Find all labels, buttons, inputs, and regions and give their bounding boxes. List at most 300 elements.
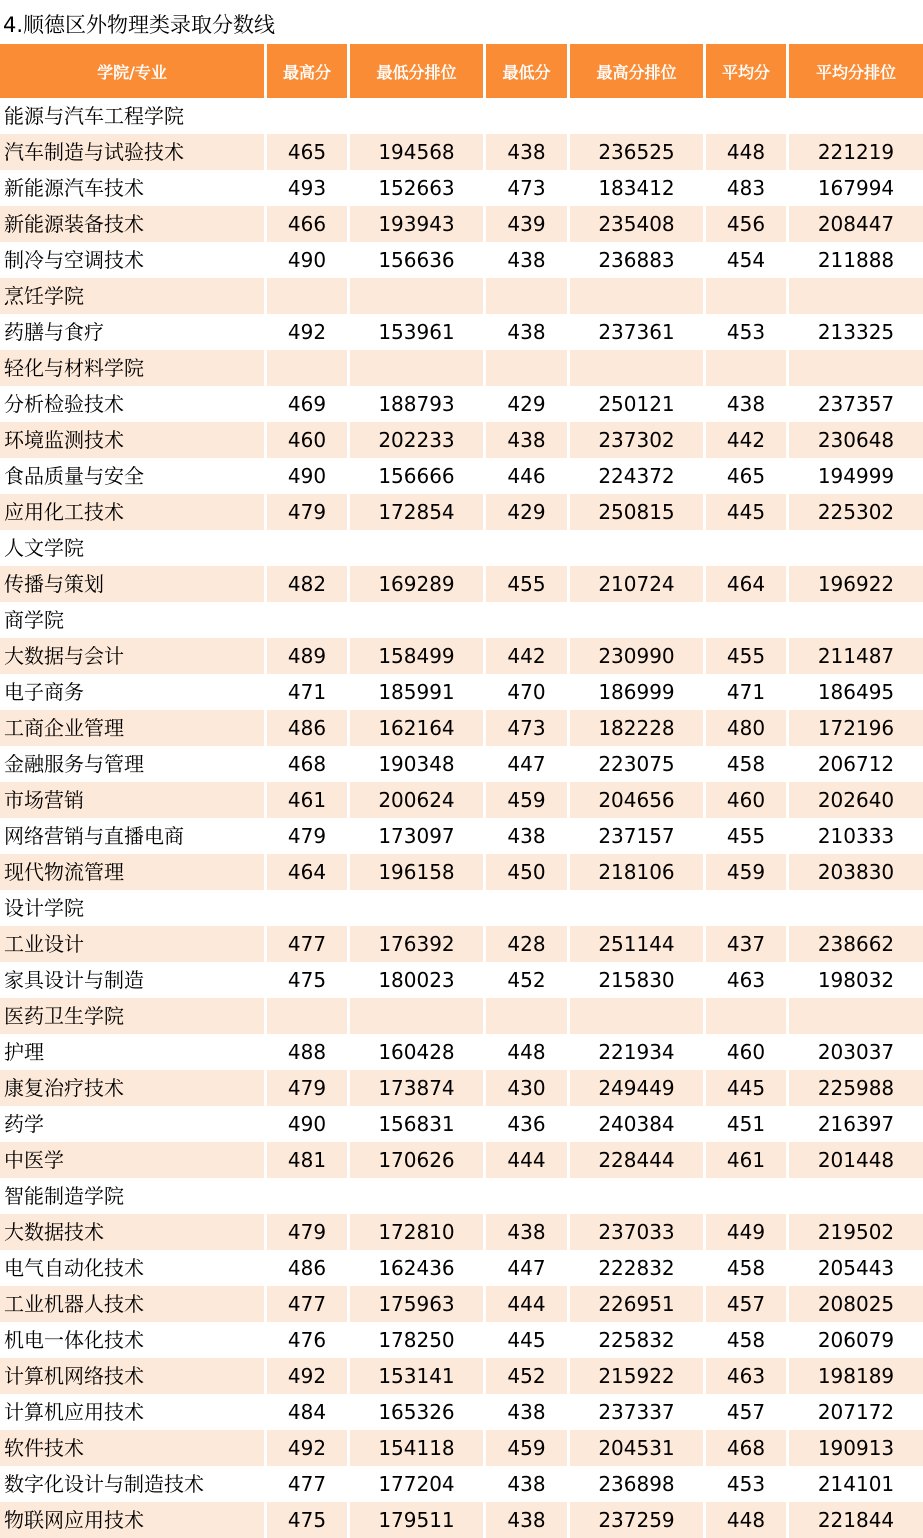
- avg-score-cell: [706, 530, 789, 566]
- avg-score-rank-cell: 190913: [789, 1430, 923, 1466]
- avg-score-rank-cell: 206712: [789, 746, 923, 782]
- min-score-cell: 438: [486, 134, 570, 170]
- table-row: [0, 1106, 923, 1142]
- admission-score-table: [0, 44, 923, 1538]
- table-row: [0, 386, 923, 422]
- avg-score-rank-cell: 208447: [789, 206, 923, 242]
- table-row: [0, 422, 923, 458]
- min-score-rank-cell: 180023: [350, 962, 486, 998]
- min-score-rank-cell: 173097: [350, 818, 486, 854]
- min-score-cell: 438: [486, 1394, 570, 1430]
- min-score-cell: 429: [486, 494, 570, 530]
- table-row: [0, 134, 923, 170]
- max-score-cell: 461: [267, 782, 350, 818]
- college-name: 能源与汽车工程学院: [0, 98, 267, 134]
- max-score-rank-cell: 226951: [570, 1286, 706, 1322]
- min-score-rank-cell: 193943: [350, 206, 486, 242]
- college-name: 人文学院: [0, 530, 267, 566]
- max-score-rank-cell: 237361: [570, 314, 706, 350]
- avg-score-cell: 449: [706, 1214, 789, 1250]
- college-row: [0, 1178, 923, 1214]
- major-name: 应用化工技术: [0, 494, 267, 530]
- table-row: [0, 566, 923, 602]
- avg-score-cell: 451: [706, 1106, 789, 1142]
- max-score-rank-cell: 204531: [570, 1430, 706, 1466]
- college-row: [0, 350, 923, 386]
- max-score-rank-cell: [570, 602, 706, 638]
- header-max-score: 最高分: [267, 44, 350, 98]
- min-score-rank-cell: 179511: [350, 1502, 486, 1538]
- min-score-rank-cell: 154118: [350, 1430, 486, 1466]
- table-row: [0, 962, 923, 998]
- max-score-rank-cell: 237157: [570, 818, 706, 854]
- min-score-cell: 438: [486, 1502, 570, 1538]
- avg-score-rank-cell: 237357: [789, 386, 923, 422]
- avg-score-cell: 438: [706, 386, 789, 422]
- min-score-rank-cell: 202233: [350, 422, 486, 458]
- max-score-cell: [267, 350, 350, 386]
- avg-score-cell: 460: [706, 782, 789, 818]
- college-name: 烹饪学院: [0, 278, 267, 314]
- table-row: [0, 854, 923, 890]
- max-score-cell: 477: [267, 1466, 350, 1502]
- avg-score-rank-cell: 225988: [789, 1070, 923, 1106]
- major-name: 汽车制造与试验技术: [0, 134, 267, 170]
- major-name: 新能源装备技术: [0, 206, 267, 242]
- avg-score-cell: [706, 998, 789, 1034]
- avg-score-rank-cell: [789, 998, 923, 1034]
- major-name: 计算机应用技术: [0, 1394, 267, 1430]
- header-avg-score: 平均分: [706, 44, 789, 98]
- min-score-rank-cell: 158499: [350, 638, 486, 674]
- avg-score-rank-cell: 201448: [789, 1142, 923, 1178]
- max-score-cell: 475: [267, 962, 350, 998]
- avg-score-rank-cell: 205443: [789, 1250, 923, 1286]
- avg-score-cell: [706, 1178, 789, 1214]
- max-score-rank-cell: 225832: [570, 1322, 706, 1358]
- min-score-cell: 448: [486, 1034, 570, 1070]
- max-score-rank-cell: 236898: [570, 1466, 706, 1502]
- min-score-rank-cell: [350, 1178, 486, 1214]
- min-score-rank-cell: 176392: [350, 926, 486, 962]
- table-row: [0, 1466, 923, 1502]
- max-score-rank-cell: 235408: [570, 206, 706, 242]
- college-row: [0, 278, 923, 314]
- table-row: [0, 170, 923, 206]
- max-score-cell: 471: [267, 674, 350, 710]
- table-row: [0, 1322, 923, 1358]
- avg-score-cell: 456: [706, 206, 789, 242]
- max-score-cell: 486: [267, 710, 350, 746]
- college-name: 轻化与材料学院: [0, 350, 267, 386]
- min-score-cell: 430: [486, 1070, 570, 1106]
- max-score-cell: 489: [267, 638, 350, 674]
- min-score-cell: [486, 602, 570, 638]
- avg-score-rank-cell: 213325: [789, 314, 923, 350]
- min-score-cell: 429: [486, 386, 570, 422]
- major-name: 传播与策划: [0, 566, 267, 602]
- avg-score-rank-cell: [789, 1178, 923, 1214]
- major-name: 市场营销: [0, 782, 267, 818]
- avg-score-cell: 464: [706, 566, 789, 602]
- avg-score-rank-cell: [789, 278, 923, 314]
- table-row: [0, 926, 923, 962]
- min-score-cell: 447: [486, 746, 570, 782]
- avg-score-cell: 448: [706, 134, 789, 170]
- max-score-rank-cell: 224372: [570, 458, 706, 494]
- avg-score-rank-cell: 211487: [789, 638, 923, 674]
- max-score-rank-cell: 215922: [570, 1358, 706, 1394]
- table-row: [0, 1394, 923, 1430]
- max-score-rank-cell: [570, 1178, 706, 1214]
- min-score-rank-cell: 178250: [350, 1322, 486, 1358]
- max-score-cell: 477: [267, 926, 350, 962]
- min-score-cell: 438: [486, 818, 570, 854]
- min-score-rank-cell: [350, 890, 486, 926]
- avg-score-cell: 455: [706, 818, 789, 854]
- major-name: 护理: [0, 1034, 267, 1070]
- header-max-score-rank: 最高分排位: [570, 44, 706, 98]
- avg-score-rank-cell: 194999: [789, 458, 923, 494]
- college-row: [0, 998, 923, 1034]
- min-score-cell: 438: [486, 1466, 570, 1502]
- max-score-cell: 486: [267, 1250, 350, 1286]
- avg-score-cell: 465: [706, 458, 789, 494]
- min-score-cell: [486, 278, 570, 314]
- avg-score-rank-cell: 211888: [789, 242, 923, 278]
- max-score-cell: 481: [267, 1142, 350, 1178]
- avg-score-cell: [706, 98, 789, 134]
- avg-score-rank-cell: 210333: [789, 818, 923, 854]
- avg-score-cell: 437: [706, 926, 789, 962]
- min-score-rank-cell: 162436: [350, 1250, 486, 1286]
- min-score-cell: 459: [486, 782, 570, 818]
- avg-score-cell: 457: [706, 1394, 789, 1430]
- avg-score-rank-cell: 238662: [789, 926, 923, 962]
- max-score-cell: 490: [267, 242, 350, 278]
- min-score-cell: 452: [486, 962, 570, 998]
- min-score-cell: 447: [486, 1250, 570, 1286]
- avg-score-cell: 483: [706, 170, 789, 206]
- table-row: [0, 314, 923, 350]
- major-name: 新能源汽车技术: [0, 170, 267, 206]
- max-score-cell: 477: [267, 1286, 350, 1322]
- avg-score-rank-cell: [789, 890, 923, 926]
- max-score-rank-cell: 236883: [570, 242, 706, 278]
- max-score-cell: 479: [267, 494, 350, 530]
- max-score-rank-cell: 223075: [570, 746, 706, 782]
- max-score-rank-cell: 230990: [570, 638, 706, 674]
- min-score-cell: 470: [486, 674, 570, 710]
- max-score-cell: 475: [267, 1502, 350, 1538]
- max-score-cell: 492: [267, 314, 350, 350]
- max-score-cell: 479: [267, 1214, 350, 1250]
- min-score-rank-cell: 173874: [350, 1070, 486, 1106]
- min-score-rank-cell: [350, 278, 486, 314]
- min-score-cell: 428: [486, 926, 570, 962]
- avg-score-rank-cell: 167994: [789, 170, 923, 206]
- major-name: 计算机网络技术: [0, 1358, 267, 1394]
- college-row: [0, 530, 923, 566]
- avg-score-rank-cell: 221219: [789, 134, 923, 170]
- max-score-cell: [267, 98, 350, 134]
- avg-score-rank-cell: 172196: [789, 710, 923, 746]
- max-score-rank-cell: 237337: [570, 1394, 706, 1430]
- min-score-cell: 438: [486, 242, 570, 278]
- college-name: 智能制造学院: [0, 1178, 267, 1214]
- max-score-cell: [267, 998, 350, 1034]
- avg-score-rank-cell: 198032: [789, 962, 923, 998]
- min-score-rank-cell: 152663: [350, 170, 486, 206]
- min-score-rank-cell: 177204: [350, 1466, 486, 1502]
- min-score-cell: [486, 350, 570, 386]
- major-name: 电子商务: [0, 674, 267, 710]
- header-min-score-rank: 最低分排位: [350, 44, 486, 98]
- min-score-rank-cell: 165326: [350, 1394, 486, 1430]
- avg-score-cell: [706, 350, 789, 386]
- max-score-cell: 482: [267, 566, 350, 602]
- max-score-rank-cell: [570, 998, 706, 1034]
- min-score-cell: 438: [486, 422, 570, 458]
- avg-score-rank-cell: 206079: [789, 1322, 923, 1358]
- major-name: 工业机器人技术: [0, 1286, 267, 1322]
- max-score-rank-cell: 218106: [570, 854, 706, 890]
- major-name: 工商企业管理: [0, 710, 267, 746]
- max-score-cell: 488: [267, 1034, 350, 1070]
- college-name: 商学院: [0, 602, 267, 638]
- major-name: 分析检验技术: [0, 386, 267, 422]
- min-score-cell: 445: [486, 1322, 570, 1358]
- max-score-cell: 469: [267, 386, 350, 422]
- avg-score-rank-cell: [789, 530, 923, 566]
- avg-score-rank-cell: 186495: [789, 674, 923, 710]
- major-name: 康复治疗技术: [0, 1070, 267, 1106]
- avg-score-rank-cell: 214101: [789, 1466, 923, 1502]
- max-score-cell: [267, 602, 350, 638]
- min-score-cell: 439: [486, 206, 570, 242]
- max-score-rank-cell: 210724: [570, 566, 706, 602]
- min-score-rank-cell: 185991: [350, 674, 486, 710]
- table-row: [0, 1502, 923, 1538]
- major-name: 工业设计: [0, 926, 267, 962]
- min-score-rank-cell: 190348: [350, 746, 486, 782]
- max-score-rank-cell: [570, 350, 706, 386]
- major-name: 大数据与会计: [0, 638, 267, 674]
- major-name: 物联网应用技术: [0, 1502, 267, 1538]
- table-row: [0, 1250, 923, 1286]
- major-name: 药膳与食疗: [0, 314, 267, 350]
- major-name: 大数据技术: [0, 1214, 267, 1250]
- max-score-cell: 492: [267, 1358, 350, 1394]
- avg-score-rank-cell: 196922: [789, 566, 923, 602]
- min-score-cell: [486, 1178, 570, 1214]
- max-score-rank-cell: 251144: [570, 926, 706, 962]
- max-score-rank-cell: 221934: [570, 1034, 706, 1070]
- min-score-rank-cell: 194568: [350, 134, 486, 170]
- avg-score-rank-cell: 225302: [789, 494, 923, 530]
- table-title: 4.顺德区外物理类录取分数线: [3, 13, 276, 37]
- min-score-rank-cell: 156831: [350, 1106, 486, 1142]
- min-score-cell: [486, 998, 570, 1034]
- avg-score-rank-cell: 208025: [789, 1286, 923, 1322]
- avg-score-rank-cell: [789, 98, 923, 134]
- major-name: 家具设计与制造: [0, 962, 267, 998]
- max-score-cell: 464: [267, 854, 350, 890]
- major-name: 网络营销与直播电商: [0, 818, 267, 854]
- max-score-rank-cell: 215830: [570, 962, 706, 998]
- table-row: [0, 818, 923, 854]
- avg-score-rank-cell: 216397: [789, 1106, 923, 1142]
- table-row: [0, 206, 923, 242]
- min-score-rank-cell: [350, 998, 486, 1034]
- avg-score-rank-cell: 230648: [789, 422, 923, 458]
- avg-score-cell: 457: [706, 1286, 789, 1322]
- table-row: [0, 1214, 923, 1250]
- max-score-cell: 465: [267, 134, 350, 170]
- avg-score-cell: [706, 890, 789, 926]
- min-score-rank-cell: 156666: [350, 458, 486, 494]
- major-name: 机电一体化技术: [0, 1322, 267, 1358]
- table-row: [0, 242, 923, 278]
- header-avg-score-rank: 平均分排位: [789, 44, 923, 98]
- table-row: [0, 638, 923, 674]
- min-score-cell: [486, 890, 570, 926]
- max-score-rank-cell: 222832: [570, 1250, 706, 1286]
- avg-score-cell: 455: [706, 638, 789, 674]
- header-row: [0, 44, 923, 98]
- max-score-cell: 466: [267, 206, 350, 242]
- min-score-cell: 438: [486, 1214, 570, 1250]
- avg-score-cell: 445: [706, 494, 789, 530]
- max-score-rank-cell: 237259: [570, 1502, 706, 1538]
- table-row: [0, 782, 923, 818]
- max-score-cell: [267, 530, 350, 566]
- major-name: 药学: [0, 1106, 267, 1142]
- min-score-rank-cell: 188793: [350, 386, 486, 422]
- max-score-rank-cell: 249449: [570, 1070, 706, 1106]
- max-score-cell: 484: [267, 1394, 350, 1430]
- max-score-cell: 476: [267, 1322, 350, 1358]
- avg-score-rank-cell: [789, 350, 923, 386]
- min-score-cell: 438: [486, 314, 570, 350]
- max-score-rank-cell: 228444: [570, 1142, 706, 1178]
- table-row: [0, 1034, 923, 1070]
- max-score-cell: 493: [267, 170, 350, 206]
- max-score-cell: 492: [267, 1430, 350, 1466]
- max-score-cell: 479: [267, 1070, 350, 1106]
- max-score-rank-cell: [570, 890, 706, 926]
- min-score-rank-cell: 172810: [350, 1214, 486, 1250]
- max-score-cell: 468: [267, 746, 350, 782]
- major-name: 环境监测技术: [0, 422, 267, 458]
- avg-score-cell: 468: [706, 1430, 789, 1466]
- major-name: 数字化设计与制造技术: [0, 1466, 267, 1502]
- major-name: 现代物流管理: [0, 854, 267, 890]
- table-row: [0, 1070, 923, 1106]
- avg-score-cell: 480: [706, 710, 789, 746]
- major-name: 中医学: [0, 1142, 267, 1178]
- min-score-cell: 446: [486, 458, 570, 494]
- avg-score-cell: 463: [706, 962, 789, 998]
- min-score-rank-cell: 196158: [350, 854, 486, 890]
- major-name: 软件技术: [0, 1430, 267, 1466]
- min-score-cell: 444: [486, 1142, 570, 1178]
- min-score-rank-cell: 160428: [350, 1034, 486, 1070]
- min-score-rank-cell: 153961: [350, 314, 486, 350]
- avg-score-cell: 471: [706, 674, 789, 710]
- major-name: 金融服务与管理: [0, 746, 267, 782]
- max-score-rank-cell: [570, 98, 706, 134]
- table-row: [0, 1358, 923, 1394]
- min-score-cell: 473: [486, 170, 570, 206]
- college-name: 设计学院: [0, 890, 267, 926]
- min-score-cell: 455: [486, 566, 570, 602]
- avg-score-rank-cell: 203037: [789, 1034, 923, 1070]
- avg-score-cell: 460: [706, 1034, 789, 1070]
- min-score-rank-cell: 156636: [350, 242, 486, 278]
- avg-score-cell: 448: [706, 1502, 789, 1538]
- min-score-rank-cell: [350, 530, 486, 566]
- avg-score-cell: 454: [706, 242, 789, 278]
- min-score-cell: 473: [486, 710, 570, 746]
- college-row: [0, 890, 923, 926]
- max-score-rank-cell: 237033: [570, 1214, 706, 1250]
- college-name: 医药卫生学院: [0, 998, 267, 1034]
- college-row: [0, 98, 923, 134]
- max-score-cell: [267, 1178, 350, 1214]
- min-score-rank-cell: 200624: [350, 782, 486, 818]
- table-body: [0, 98, 923, 1538]
- min-score-rank-cell: 162164: [350, 710, 486, 746]
- min-score-rank-cell: 170626: [350, 1142, 486, 1178]
- table-row: [0, 494, 923, 530]
- max-score-rank-cell: 250815: [570, 494, 706, 530]
- max-score-rank-cell: [570, 530, 706, 566]
- min-score-rank-cell: 175963: [350, 1286, 486, 1322]
- avg-score-rank-cell: 221844: [789, 1502, 923, 1538]
- max-score-rank-cell: 240384: [570, 1106, 706, 1142]
- min-score-cell: 450: [486, 854, 570, 890]
- avg-score-cell: 461: [706, 1142, 789, 1178]
- max-score-cell: 479: [267, 818, 350, 854]
- min-score-cell: 436: [486, 1106, 570, 1142]
- max-score-cell: [267, 278, 350, 314]
- max-score-rank-cell: 204656: [570, 782, 706, 818]
- max-score-rank-cell: 183412: [570, 170, 706, 206]
- min-score-rank-cell: 169289: [350, 566, 486, 602]
- min-score-cell: [486, 98, 570, 134]
- min-score-cell: 459: [486, 1430, 570, 1466]
- max-score-cell: 460: [267, 422, 350, 458]
- avg-score-rank-cell: 202640: [789, 782, 923, 818]
- max-score-rank-cell: 186999: [570, 674, 706, 710]
- table-row: [0, 1430, 923, 1466]
- avg-score-rank-cell: 198189: [789, 1358, 923, 1394]
- avg-score-cell: 445: [706, 1070, 789, 1106]
- avg-score-cell: 458: [706, 746, 789, 782]
- major-name: 制冷与空调技术: [0, 242, 267, 278]
- major-name: 食品质量与安全: [0, 458, 267, 494]
- avg-score-rank-cell: [789, 602, 923, 638]
- avg-score-cell: 453: [706, 314, 789, 350]
- avg-score-rank-cell: 203830: [789, 854, 923, 890]
- header-min-score: 最低分: [486, 44, 570, 98]
- min-score-rank-cell: [350, 602, 486, 638]
- table-row: [0, 746, 923, 782]
- max-score-cell: 490: [267, 1106, 350, 1142]
- max-score-rank-cell: 250121: [570, 386, 706, 422]
- avg-score-cell: 453: [706, 1466, 789, 1502]
